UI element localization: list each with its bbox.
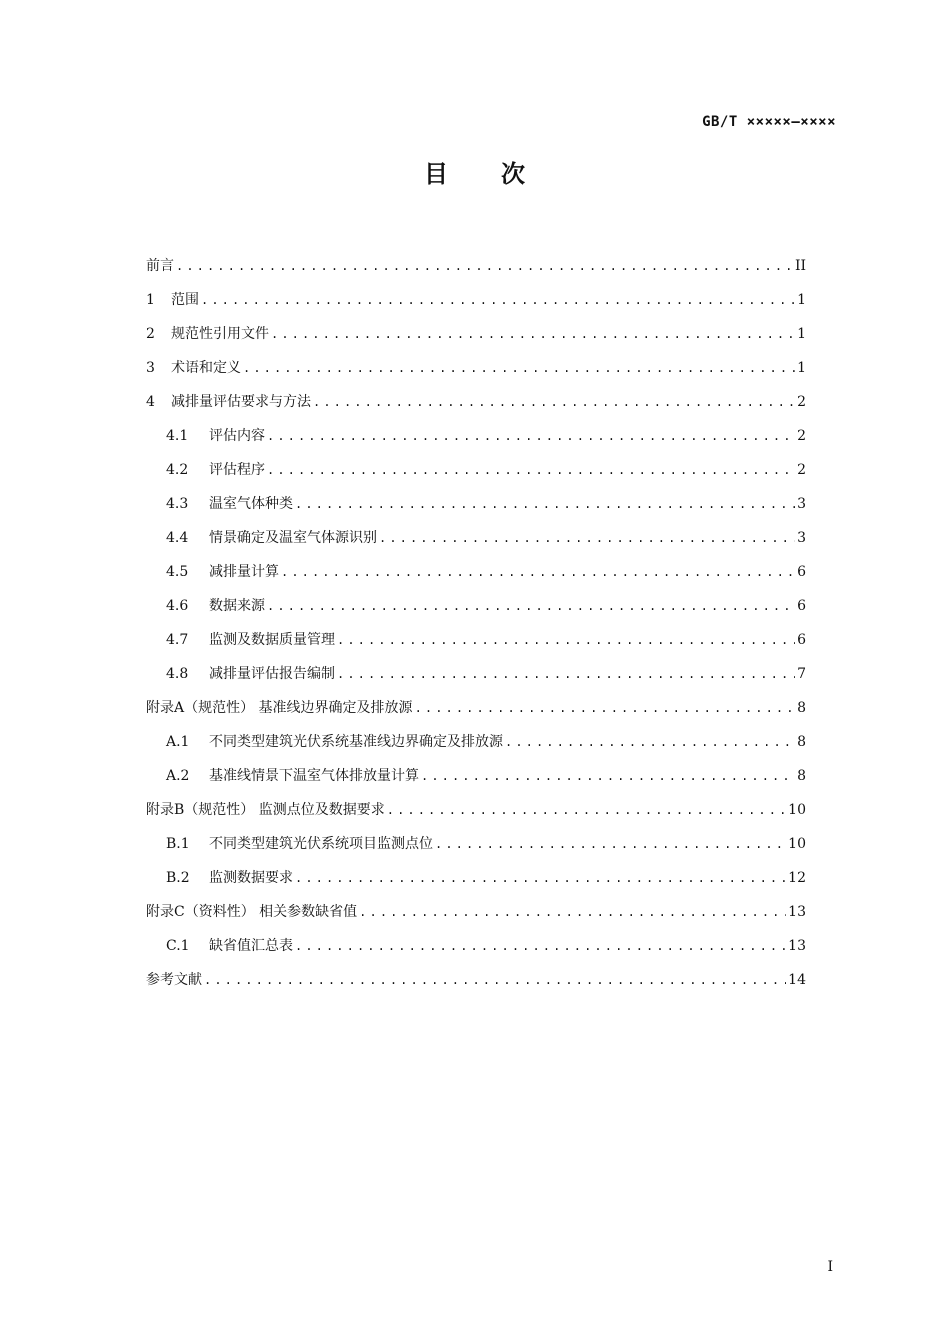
page-number: I: [827, 1259, 833, 1275]
toc-entry[interactable]: [146, 389, 806, 423]
toc-entry-title: 缺省值汇总表: [209, 938, 293, 954]
toc-entry[interactable]: [146, 729, 806, 763]
toc-entry-number: 4.5: [166, 564, 189, 580]
toc-entry[interactable]: [146, 967, 806, 1001]
toc-entry-page: 14: [788, 972, 806, 988]
toc-entry-number: B.2: [166, 870, 190, 886]
toc-entry-number: 4.6: [166, 598, 189, 614]
toc-dot-leader: [201, 287, 795, 313]
toc-entry-title: 附录A（规范性） 基准线边界确定及排放源: [146, 700, 413, 716]
toc-entry[interactable]: [146, 797, 806, 831]
toc-entry-number: 4.1: [166, 428, 189, 444]
toc-entry-page: 2: [797, 462, 806, 478]
toc-entry[interactable]: [146, 763, 806, 797]
toc-entry-title: 减排量评估要求与方法: [171, 394, 311, 410]
toc-entry-title: 数据来源: [209, 598, 265, 614]
toc-dot-leader: [267, 457, 795, 483]
toc-entry-title: 附录C（资料性） 相关参数缺省值: [146, 904, 358, 920]
toc-entry-page: 6: [797, 564, 806, 580]
toc-dot-leader: [295, 933, 786, 959]
toc-dot-leader: [379, 525, 795, 551]
toc-entry-page: 12: [788, 870, 806, 886]
toc-entry-title: 温室气体种类: [209, 496, 293, 512]
toc-entry-title: 基准线情景下温室气体排放量计算: [209, 768, 419, 784]
toc-entry-number: 4.2: [166, 462, 189, 478]
title-char-1: 目: [424, 160, 449, 188]
toc-dot-leader: [295, 865, 786, 891]
toc-entry-page: 7: [797, 666, 806, 682]
toc-dot-leader: [176, 253, 793, 279]
toc-entry-page: 2: [797, 394, 806, 410]
toc-entry-number: 4.3: [166, 496, 189, 512]
toc-entry[interactable]: [146, 321, 806, 355]
toc-entry[interactable]: [146, 695, 806, 729]
toc-dot-leader: [313, 389, 795, 415]
toc-entry-number: A.1: [166, 734, 190, 750]
toc-entry-page: 8: [797, 734, 806, 750]
toc-entry-page: 1: [797, 360, 806, 376]
toc-entry-page: 1: [797, 292, 806, 308]
toc-entry-title: 情景确定及温室气体源识别: [209, 530, 377, 546]
toc-entry[interactable]: [146, 661, 806, 695]
document-code: GB/T ×××××—××××: [702, 114, 836, 130]
toc-dot-leader: [359, 899, 786, 925]
toc-entry-title: 减排量计算: [209, 564, 279, 580]
toc-entry-title: 术语和定义: [171, 360, 241, 376]
toc-entry-page: 8: [797, 700, 806, 716]
toc-dot-leader: [267, 423, 795, 449]
toc-entry-title: 范围: [171, 292, 199, 308]
toc-entry-title: 监测数据要求: [209, 870, 293, 886]
toc-entry[interactable]: [146, 457, 806, 491]
toc-entry-page: 1: [797, 326, 806, 342]
toc-entry-title: 不同类型建筑光伏系统基准线边界确定及排放源: [209, 734, 503, 750]
toc-entry-title: 规范性引用文件: [171, 326, 269, 342]
toc-entry-number: 4.4: [166, 530, 189, 546]
toc-entry-title: 监测及数据质量管理: [209, 632, 335, 648]
table-of-contents: [146, 253, 806, 1001]
toc-entry-number: 1: [146, 292, 155, 308]
toc-entry-page: 10: [788, 802, 806, 818]
toc-dot-leader: [271, 321, 795, 347]
toc-entry-page: 13: [788, 938, 806, 954]
toc-entry-title: 不同类型建筑光伏系统项目监测点位: [209, 836, 433, 852]
toc-entry[interactable]: [146, 831, 806, 865]
toc-entry[interactable]: [146, 865, 806, 899]
toc-dot-leader: [435, 831, 786, 857]
toc-entry[interactable]: [146, 355, 806, 389]
toc-entry-number: A.2: [166, 768, 190, 784]
toc-entry-number: C.1: [166, 938, 190, 954]
toc-entry-page: 6: [797, 598, 806, 614]
title-char-2: 次: [501, 160, 526, 188]
toc-entry-title: 评估程序: [209, 462, 265, 478]
toc-entry-page: 3: [797, 496, 806, 512]
toc-entry[interactable]: [146, 253, 806, 287]
toc-entry-page: 3: [797, 530, 806, 546]
toc-entry-title: 附录B（规范性） 监测点位及数据要求: [146, 802, 385, 818]
toc-dot-leader: [337, 661, 795, 687]
toc-entry-title: 参考文献: [146, 972, 202, 988]
toc-entry-page: 8: [797, 768, 806, 784]
toc-entry-title: 减排量评估报告编制: [209, 666, 335, 682]
toc-entry-title: 前言: [146, 258, 174, 274]
toc-entry-page: 10: [788, 836, 806, 852]
toc-entry[interactable]: [146, 525, 806, 559]
toc-entry[interactable]: [146, 287, 806, 321]
toc-entry[interactable]: [146, 933, 806, 967]
toc-dot-leader: [415, 695, 796, 721]
toc-entry-page: 2: [797, 428, 806, 444]
toc-entry[interactable]: [146, 593, 806, 627]
toc-entry-page: 13: [788, 904, 806, 920]
toc-dot-leader: [295, 491, 795, 517]
toc-dot-leader: [505, 729, 795, 755]
toc-entry-number: 3: [146, 360, 155, 376]
toc-entry-number: 4: [146, 394, 155, 410]
toc-dot-leader: [204, 967, 786, 993]
toc-dot-leader: [337, 627, 795, 653]
toc-entry-number: 4.8: [166, 666, 189, 682]
toc-dot-leader: [421, 763, 795, 789]
toc-entry-title: 评估内容: [209, 428, 265, 444]
toc-entry[interactable]: [146, 899, 806, 933]
toc-entry[interactable]: [146, 627, 806, 661]
toc-dot-leader: [243, 355, 795, 381]
page-title: [0, 154, 950, 189]
toc-entry-number: 2: [146, 326, 155, 342]
toc-entry-number: B.1: [166, 836, 190, 852]
toc-entry-page: 6: [797, 632, 806, 648]
toc-entry[interactable]: [146, 423, 806, 457]
toc-dot-leader: [267, 593, 795, 619]
toc-entry[interactable]: [146, 559, 806, 593]
toc-entry-page: II: [794, 258, 806, 274]
toc-dot-leader: [387, 797, 786, 823]
toc-entry-number: 4.7: [166, 632, 189, 648]
toc-entry[interactable]: [146, 491, 806, 525]
toc-dot-leader: [281, 559, 795, 585]
